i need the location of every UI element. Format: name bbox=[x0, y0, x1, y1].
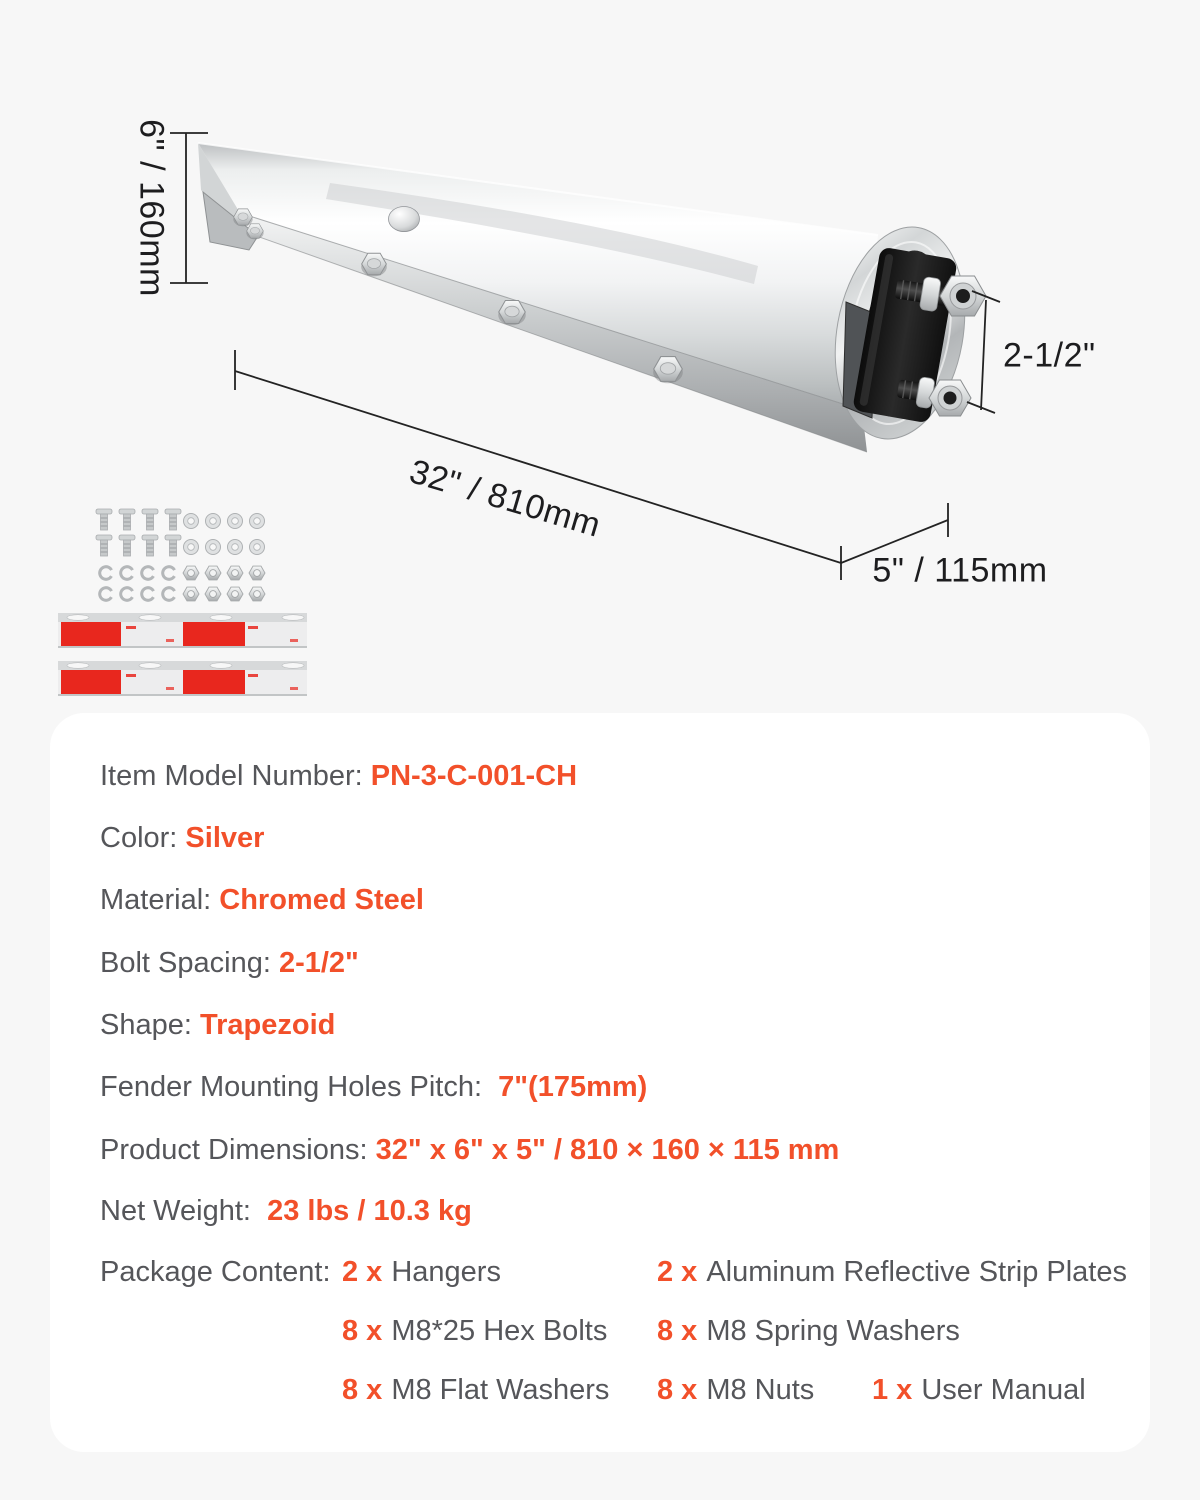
dim-length-label: 32" / 810mm bbox=[405, 452, 606, 545]
package-item-label: M8 Nuts bbox=[706, 1374, 815, 1406]
package-qty: 8 x bbox=[657, 1315, 698, 1347]
spec-value: Trapezoid bbox=[199, 1009, 336, 1041]
package-item-label: M8*25 Hex Bolts bbox=[391, 1315, 608, 1347]
spec-label: Product Dimensions: bbox=[100, 1134, 376, 1166]
spec-value: 32" x 6" x 5" / 810 × 160 × 115 mm bbox=[375, 1134, 840, 1166]
dim-depth-label: 5" / 115mm bbox=[872, 551, 1048, 590]
spec-row-holes-pitch bbox=[100, 1070, 647, 1104]
package-qty: 8 x bbox=[342, 1315, 383, 1347]
spec-label: Material: bbox=[100, 884, 220, 916]
spec-label: Color: bbox=[100, 822, 186, 854]
package-item-label: M8 Spring Washers bbox=[706, 1315, 960, 1347]
dim-height-label: 6" / 160mm bbox=[132, 119, 171, 297]
package-qty: 8 x bbox=[342, 1374, 383, 1406]
spec-card bbox=[50, 713, 1150, 1452]
package-item bbox=[872, 1373, 1086, 1407]
package-item-label: User Manual bbox=[921, 1374, 1086, 1406]
spec-value: Silver bbox=[185, 822, 265, 854]
package-item bbox=[342, 1314, 607, 1348]
spec-label: Item Model Number: bbox=[100, 760, 371, 792]
package-item bbox=[657, 1373, 814, 1407]
spec-value: 23 lbs / 10.3 kg bbox=[267, 1195, 472, 1227]
spec-row-color bbox=[100, 821, 264, 855]
carriage-bolt-icon bbox=[389, 207, 420, 233]
package-item bbox=[657, 1255, 1127, 1289]
spec-value: PN-3-C-001-CH bbox=[370, 760, 578, 792]
spec-row-bolt-spacing bbox=[100, 946, 359, 980]
spec-label: Shape: bbox=[100, 1009, 200, 1041]
hardware-kit-render bbox=[96, 509, 265, 603]
spec-value: 7"(175mm) bbox=[498, 1071, 648, 1103]
package-content-label: Package Content: bbox=[100, 1256, 339, 1288]
spec-row-material bbox=[100, 883, 424, 917]
package-qty: 1 x bbox=[872, 1374, 913, 1406]
spec-row-weight bbox=[100, 1194, 472, 1228]
package-item-label: Hangers bbox=[391, 1256, 501, 1288]
package-item bbox=[657, 1314, 960, 1348]
spec-row-shape bbox=[100, 1008, 335, 1042]
package-item-label: Aluminum Reflective Strip Plates bbox=[706, 1256, 1127, 1288]
spec-value: Chromed Steel bbox=[219, 884, 424, 916]
package-qty: 2 x bbox=[342, 1256, 383, 1288]
package-qty: 8 x bbox=[657, 1374, 698, 1406]
dim-bolt-spacing-label: 2-1/2" bbox=[1003, 336, 1096, 375]
reflective-strips-render bbox=[58, 613, 307, 696]
package-item bbox=[342, 1373, 609, 1407]
spec-label: Net Weight: bbox=[100, 1195, 268, 1227]
hanger-render bbox=[198, 143, 986, 452]
spec-value: 2-1/2" bbox=[278, 947, 359, 979]
spec-label: Fender Mounting Holes Pitch: bbox=[100, 1071, 499, 1103]
spec-row-dimensions bbox=[100, 1133, 839, 1167]
package-item-label: M8 Flat Washers bbox=[391, 1374, 610, 1406]
spec-row-model bbox=[100, 759, 577, 793]
spec-label: Bolt Spacing: bbox=[100, 947, 279, 979]
package-item bbox=[342, 1255, 501, 1289]
package-qty: 2 x bbox=[657, 1256, 698, 1288]
